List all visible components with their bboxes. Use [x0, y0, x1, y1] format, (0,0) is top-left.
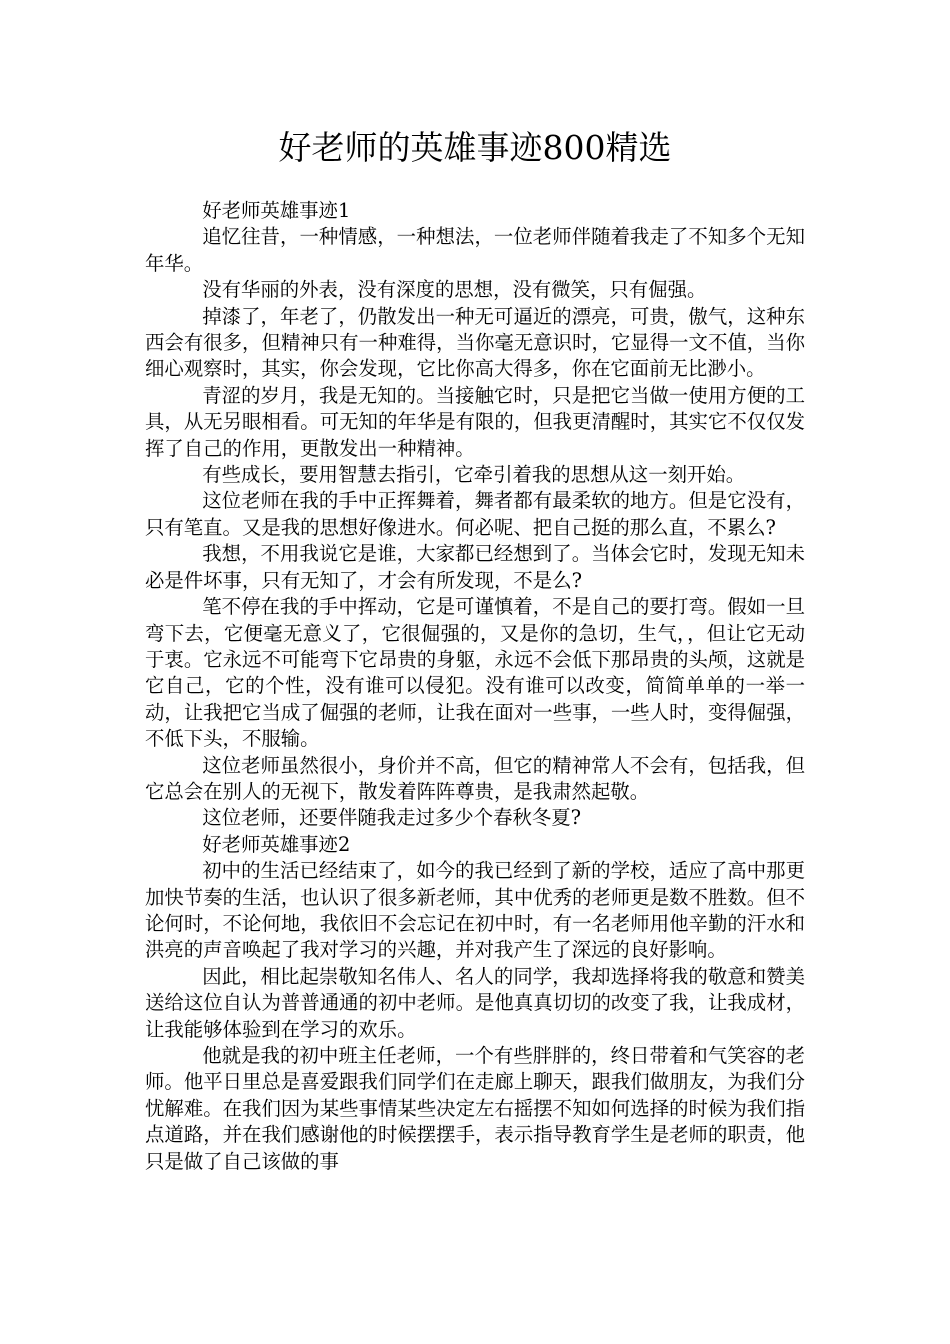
paragraph: 这位老师虽然很小，身价并不高，但它的精神常人不会有，包括我，但它总会在别人的无视下，散发着阵阵尊贵，是我肃然起敬。 [145, 753, 805, 803]
document-title: 好老师的英雄事迹800精选 [278, 128, 672, 167]
paragraph: 因此，相比起崇敬知名伟人、名人的同学，我却选择将我的敬意和赞美送给这位自认为普普通通的初中老师。是他真真切切的改变了我，让我成材，让我能够体验到在学习的欢乐。 [145, 964, 805, 1041]
section-heading-2: 好老师英雄事迹2 [202, 832, 351, 856]
paragraph: 没有华丽的外表，没有深度的思想，没有微笑，只有倔强。 [202, 278, 707, 302]
section-heading-1: 好老师英雄事迹1 [202, 199, 351, 222]
paragraph: 这位老师，还要伴随我走过多少个春秋冬夏? [202, 806, 582, 830]
document-body [145, 198, 805, 1175]
paragraph: 笔不停在我的手中挥动，它是可谨慎着，不是自己的要打弯。假如一旦弯下去，它便毫无意义了，它很倔强的，又是你的急切，生气，，但让它无动于衷。它永远不可能弯下它昂贵的身躯，永远不会低下那昂贵的头颅，这就是它自己，它的个性，没有谁可以侵犯。没有谁可以改变，简简单单的一举一动，让我把它当成了倔强的老师，让我在面对一些事，一些人时，变得倔强，不低下头，不服输。 [145, 595, 805, 751]
paragraph: 掉漆了，年老了，仍散发出一种无可逼近的漂亮，可贵，傲气，这种东西会有很多，但精神只有一种难得，当你毫无意识时，它显得一文不值，当你细心观察时，其实，你会发现，它比你高大得多，你在它面前无比渺小。 [145, 304, 805, 381]
paragraph: 追忆往昔，一种情感，一种想法，一位老师伴随着我走了不知多个无知年华。 [145, 225, 805, 275]
paragraph: 青涩的岁月，我是无知的。当接触它时，只是把它当做一使用方便的工具，从无另眼相看。可无知的年华是有限的，但我更清醒时，其实它不仅仅发挥了自己的作用，更散发出一种精神。 [145, 383, 805, 460]
paragraph: 初中的生活已经结束了，如今的我已经到了新的学校，适应了高中那更加快节奏的生活，也认识了很多新老师，其中优秀的老师更是数不胜数。但不论何时，不论何地，我依旧不会忘记在初中时，有一名老师用他辛勤的汗水和洪亮的声音唤起了我对学习的兴趣，并对我产生了深远的良好影响。 [145, 859, 805, 962]
paragraph: 有些成长，要用智慧去指引，它牵引着我的思想从这一刻开始。 [202, 463, 746, 487]
paragraph: 他就是我的初中班主任老师，一个有些胖胖的，终日带着和气笑容的老师。他平日里总是喜爱跟我们同学们在走廊上聊天，跟我们做朋友，为我们分忧解难。在我们因为某些事情某些决定左右摇摆不知如何选择的时候为我们指点道路，并在我们感谢他的时候摆摆手，表示指导教育学生是老师的职责，他只是做了自己该做的事 [145, 1044, 805, 1173]
paragraph: 这位老师在我的手中正挥舞着，舞者都有最柔软的地方。但是它没有，只有笔直。又是我的思想好像进水。何必呢、把自己挺的那么直，不累么? [145, 489, 805, 539]
paragraph: 我想，不用我说它是谁，大家都已经想到了。当体会它时，发现无知未必是件坏事，只有无知了，才会有所发现，不是么? [145, 542, 805, 592]
